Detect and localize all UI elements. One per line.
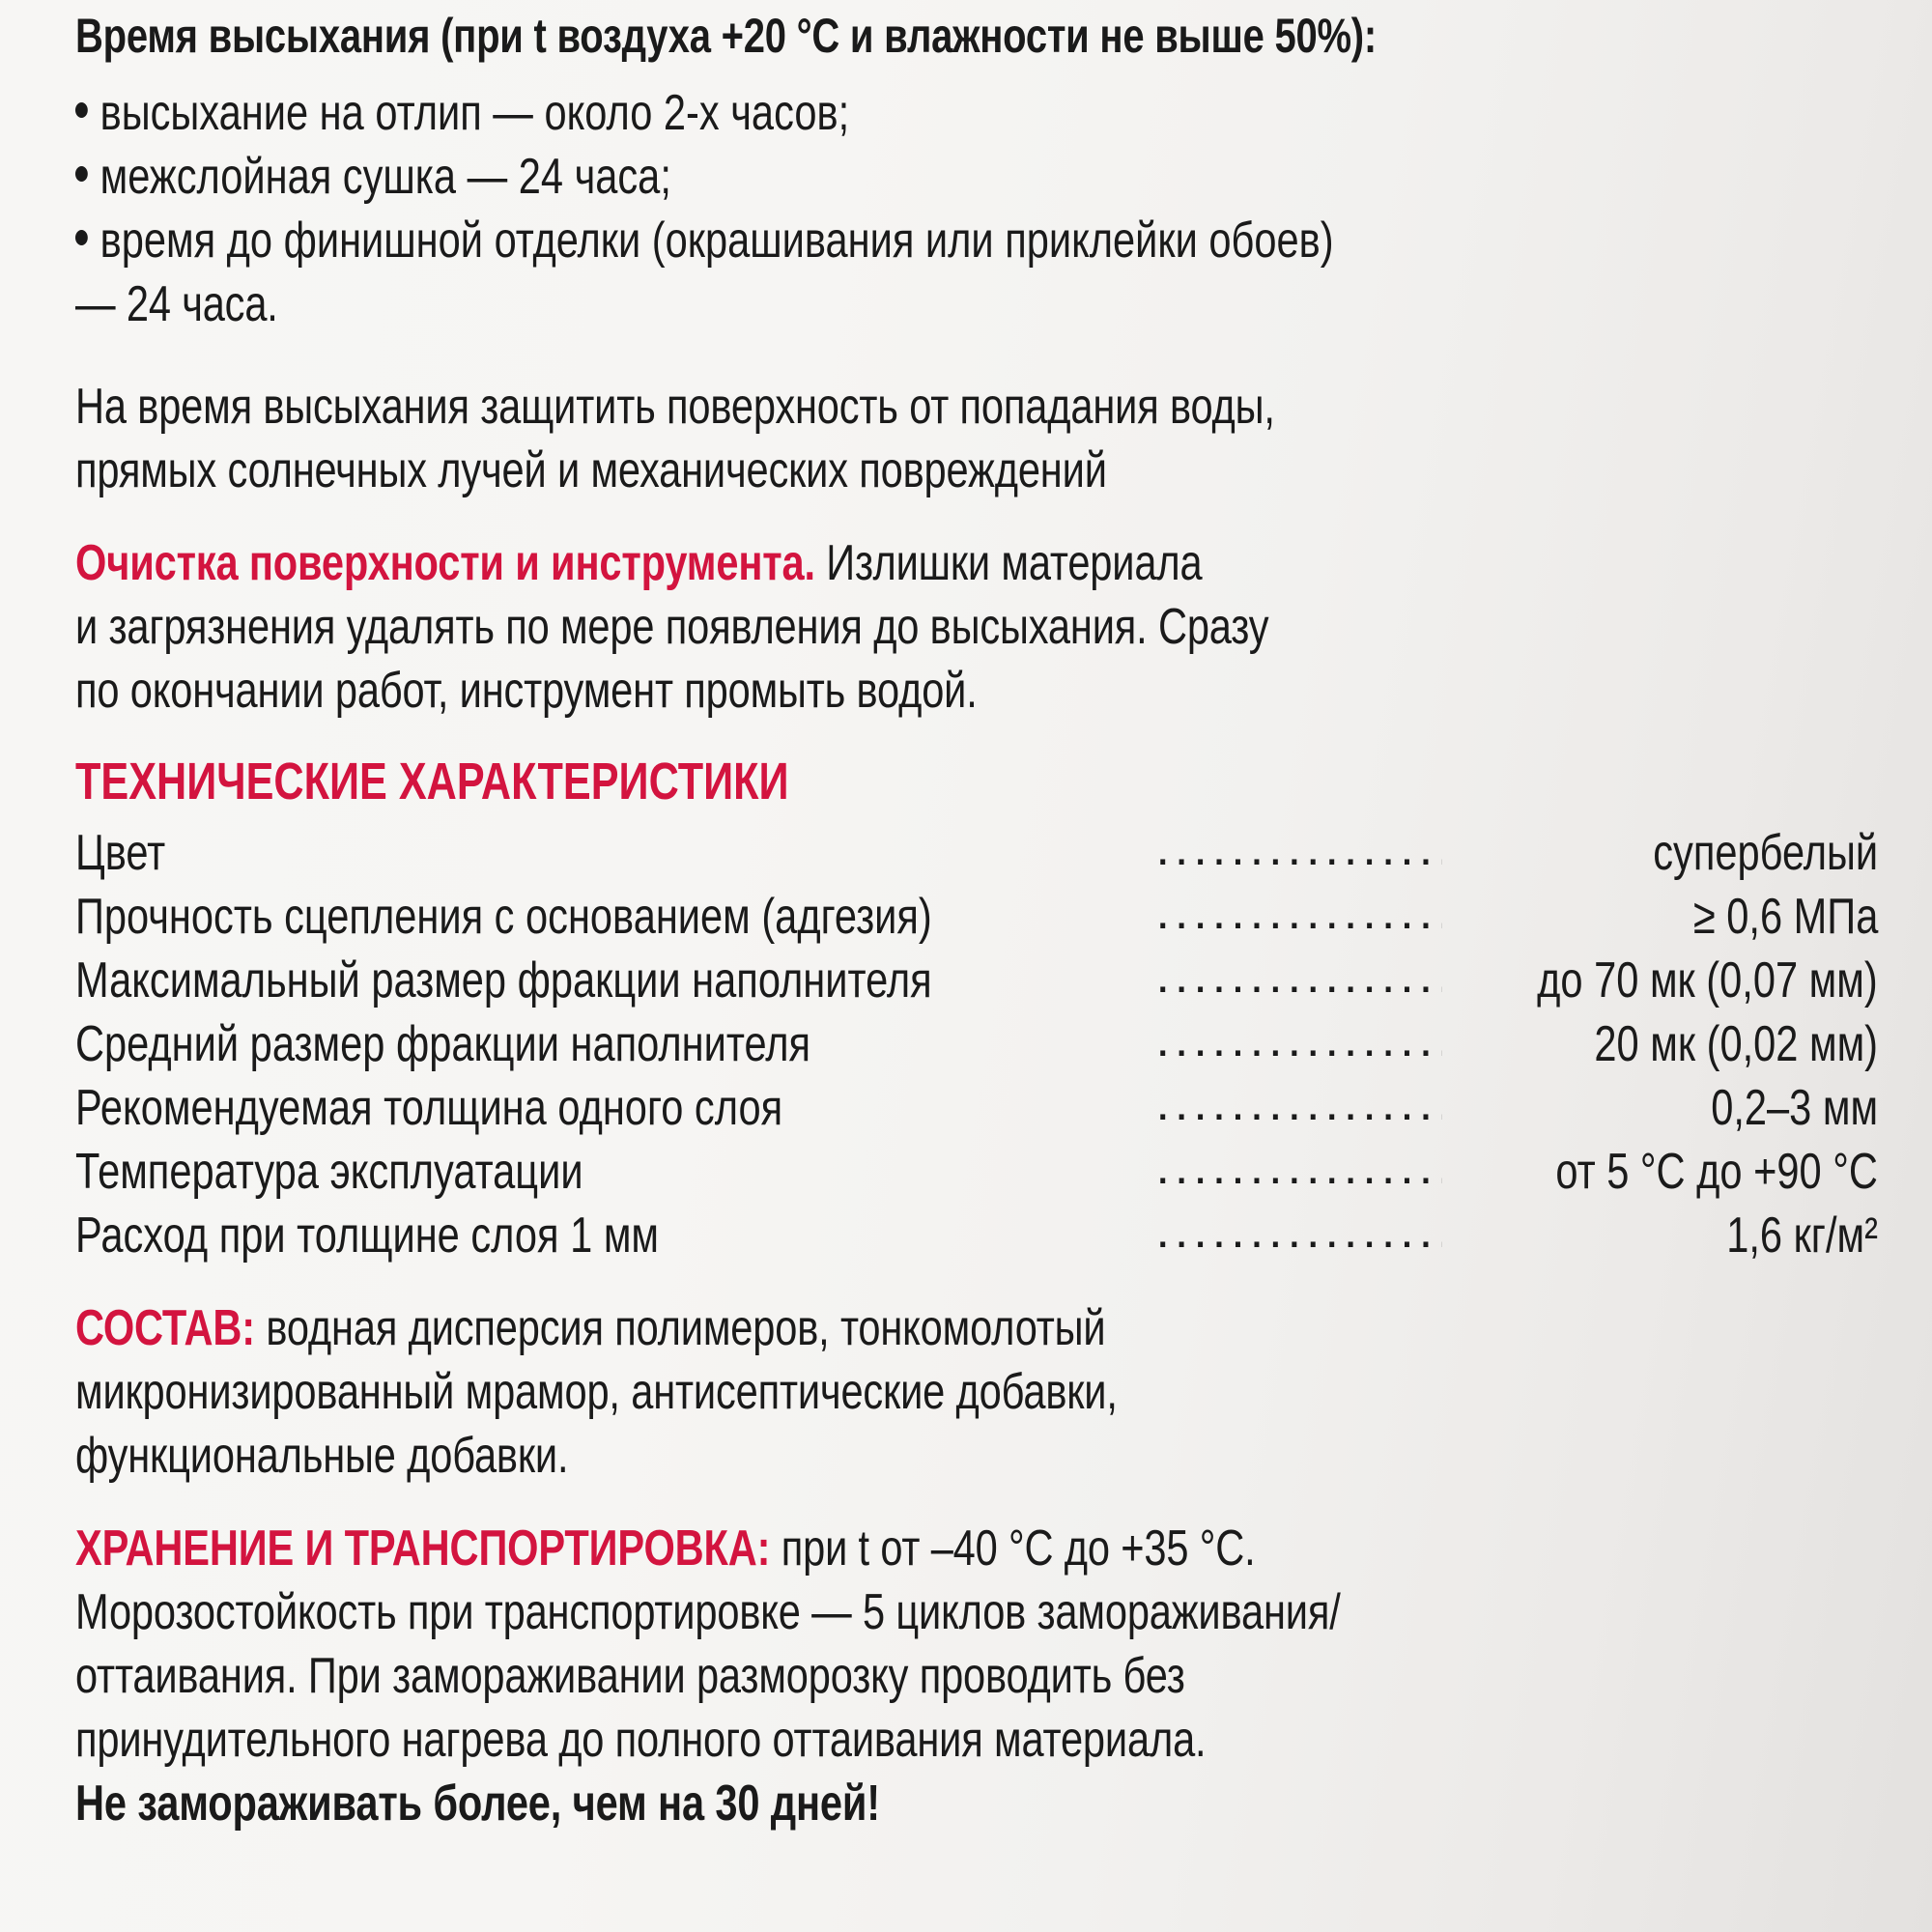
spec-label-cell — [75, 1140, 1155, 1204]
table-row — [75, 1140, 1878, 1204]
spec-value-cell — [1442, 885, 1878, 949]
protect-note-paragraph — [75, 375, 1878, 502]
dotted-leader — [1155, 1204, 1442, 1267]
spec-value-cell — [1442, 1012, 1878, 1076]
spec-value-text: 20 мк (0,02 мм) — [1594, 1016, 1878, 1072]
composition-line-1-rest: водная дисперсия полимеров, тонкомолотый — [254, 1300, 1106, 1356]
technical-specs-body — [75, 821, 1878, 1267]
spec-label-text: Максимальный размер фракции наполнителя — [75, 952, 932, 1009]
storage-line-1 — [75, 1517, 1878, 1580]
spec-label-cell — [75, 821, 1155, 885]
drying-bullet-3-continuation: — 24 часа. — [75, 276, 278, 332]
spec-label-text: Температура эксплуатации — [75, 1144, 583, 1200]
spec-label-cell — [75, 885, 1155, 949]
dotted-leader — [1155, 1076, 1442, 1140]
technical-specs-title: ТЕХНИЧЕСКИЕ ХАРАКТЕРИСТИКИ — [75, 753, 789, 810]
spec-value-cell — [1442, 821, 1878, 885]
table-row — [75, 949, 1878, 1012]
table-row — [75, 885, 1878, 949]
protect-note-line-2: прямых солнечных лучей и механических повреждений — [75, 442, 1107, 498]
spec-value-text: ≥ 0,6 МПа — [1692, 889, 1878, 945]
drying-bullet-3 — [75, 209, 1878, 272]
cleaning-paragraph — [75, 531, 1878, 723]
spec-value-cell — [1442, 1076, 1878, 1140]
composition-line-2: микронизированный мрамор, антисептические добавки, — [75, 1364, 1118, 1420]
spec-label-text: Прочность сцепления с основанием (адгезия) — [75, 889, 932, 945]
spec-value-text: 1,6 кг/м² — [1726, 1208, 1878, 1264]
drying-bullet-1-label: высыхание на отлип — около 2-х часов; — [99, 85, 850, 141]
spec-value-text: 0,2–3 мм — [1711, 1080, 1878, 1136]
spec-label-cell — [75, 1204, 1155, 1267]
cleaning-line-3: по окончании работ, инструмент промыть водой. — [75, 663, 978, 719]
spacer — [75, 64, 1878, 81]
technical-specs-table — [75, 821, 1878, 1267]
drying-bullet-2 — [75, 145, 1878, 209]
spec-value-cell — [1442, 1140, 1878, 1204]
table-row — [75, 1204, 1878, 1267]
spec-value-text: от 5 °C до +90 °C — [1555, 1144, 1878, 1200]
drying-bullet-2-label: межслойная сушка — 24 часа; — [99, 149, 671, 205]
spacer — [75, 811, 1878, 821]
storage-line-2: Морозостойкость при транспортировке — 5 циклов замораживания/ — [75, 1584, 1341, 1640]
spec-value-cell — [1442, 1204, 1878, 1267]
cleaning-heading: Очистка поверхности и инструмента. — [75, 535, 815, 591]
drying-bullet-1 — [75, 81, 1878, 145]
composition-line-3: функциональные добавки. — [75, 1428, 569, 1484]
dotted-leader — [1155, 949, 1442, 1012]
spacer — [75, 1488, 1878, 1517]
bullet-dot-icon — [75, 230, 88, 245]
spacer — [75, 502, 1878, 531]
bullet-dot-icon — [75, 102, 88, 118]
spec-label-cell — [75, 1076, 1155, 1140]
spec-label-text: Цвет — [75, 825, 166, 881]
table-row — [75, 821, 1878, 885]
composition-heading: СОСТАВ: — [75, 1300, 255, 1356]
table-row — [75, 1012, 1878, 1076]
spec-value-cell — [1442, 949, 1878, 1012]
storage-warning: Не замораживать более, чем на 30 дней! — [75, 1776, 880, 1832]
storage-heading: ХРАНЕНИЕ И ТРАНСПОРТИРОВКА: — [75, 1520, 771, 1577]
spec-label-cell — [75, 949, 1155, 1012]
spec-label-cell — [75, 1012, 1155, 1076]
storage-line-1-rest: при t от –40 °C до +35 °C. — [770, 1520, 1256, 1577]
composition-line-1 — [75, 1296, 1878, 1360]
drying-time-heading: Время высыхания (при t воздуха +20 °C и влажности не выше 50%): — [75, 9, 1377, 63]
dotted-leader — [1155, 821, 1442, 885]
spec-value-text: супербелый — [1653, 825, 1878, 881]
spec-label-text: Рекомендуемая толщина одного слоя — [75, 1080, 783, 1136]
cleaning-line-1 — [75, 531, 1878, 595]
cleaning-line-1-rest: Излишки материала — [814, 535, 1203, 591]
spec-label-text: Расход при толщине слоя 1 мм — [75, 1208, 660, 1264]
storage-line-4: принудительного нагрева до полного оттаивания материала. — [75, 1712, 1207, 1768]
dotted-leader — [1155, 885, 1442, 949]
cleaning-line-2: и загрязнения удалять по мере появления до высыхания. Сразу — [75, 599, 1269, 655]
content-column — [75, 8, 1878, 1835]
storage-line-3: оттаивания. При замораживании разморозку проводить без — [75, 1648, 1185, 1704]
composition-paragraph — [75, 1296, 1878, 1488]
dotted-leader — [1155, 1140, 1442, 1204]
spacer — [75, 336, 1878, 375]
table-row — [75, 1076, 1878, 1140]
spec-value-text: до 70 мк (0,07 мм) — [1537, 952, 1878, 1009]
bullet-dot-icon — [75, 166, 88, 182]
drying-bullet-3-label: время до финишной отделки (окрашивания или приклейки обоев) — [99, 213, 1334, 269]
dotted-leader — [1155, 1012, 1442, 1076]
protect-note-line-1: На время высыхания защитить поверхность от попадания воды, — [75, 379, 1275, 435]
spacer — [75, 1267, 1878, 1296]
spec-label-text: Средний размер фракции наполнителя — [75, 1016, 811, 1072]
spacer — [75, 723, 1878, 752]
storage-paragraph — [75, 1517, 1878, 1835]
